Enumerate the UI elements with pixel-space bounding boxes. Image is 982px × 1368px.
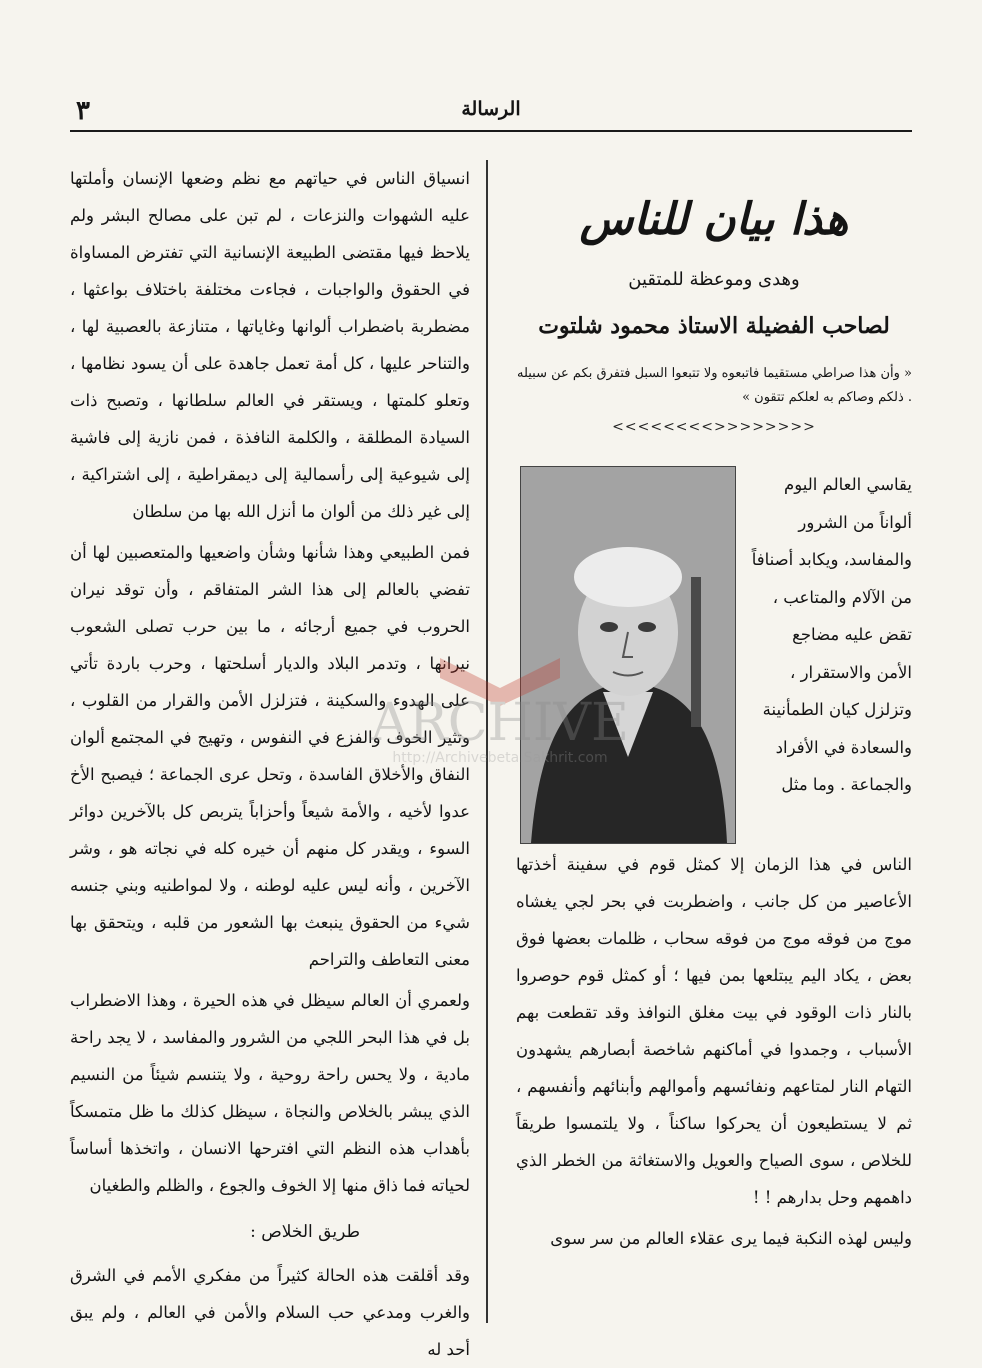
- text-line: والجماعة . وما مثل: [781, 775, 912, 794]
- author-portrait: [520, 466, 736, 844]
- photo-block: [516, 466, 912, 846]
- column-divider: [486, 160, 488, 1323]
- right-column: [516, 160, 912, 1323]
- left-column: [70, 160, 470, 1359]
- article-author: لصاحب الفضيلة الاستاذ محمود شلتوت: [538, 313, 890, 339]
- paragraph: ولعمري أن العالم سيظل في هذه الحيرة ، وهذا الاضطراب بل في هذا البحر اللجي من الشرور والمفاسد ، لا يجد راحة مادية ، ولا يحس راحة روحية ، ولا يتنسم شيئاً من النسيم الذي يبشر بالخلاص والنجاة ، سيظل كذلك ما ظل متمسكاً بأهداب هذه النظم التي افترحها الانسان ، واتخذها أساساً لحياته فما ذاق منها إلا الخوف والجوع ، والظلم والطغيان: [70, 991, 470, 1195]
- page-header: [70, 98, 912, 132]
- text-line: والمفاسد، ويكابد أصنافاً: [751, 550, 912, 569]
- photo-side-text: [746, 466, 912, 804]
- paragraph: فمن الطبيعي وهذا شأنها وشأن واضعيها والمتعصبين لها أن تفضي بالعالم إلى هذا الشر المتفاقم ، وأن توقد نيران الحروب في جميع أرجائه ، ما بين حرب تصلى الشعوب نيرانها ، وتدمر البلاد والديار أسلحتها ، وحرب باردة تأتي على الهدوء والسكينة ، فتزلزل الأمن والقرار من القلوب ، وتثير الخوف والفزع في النفوس ، وتهيج في المجتمع ألوان النفاق والأخلاق الفاسدة ، وتحل عرى الجماعة ؛ فيصبح الأخ عدوا لأخيه ، والأمة شيعاً وأحزاباً يتربص كل بالآخرين دوائر السوء ، ويقدر كل منهم أن خيره كله في نجاته هو ، وشر الآخرين ، وأنه ليس عليه لوطنه ، ولا لمواطنيه وبني جنسه شيء من الحقوق ينبعث بها الشعور من قلبه ، ويتحقق بها معنى التعاطف والتراحم: [70, 543, 470, 969]
- text-line: والسعادة في الأفراد: [775, 737, 912, 757]
- paragraph: وقد أقلقت هذه الحالة كثيراً من مفكري الأمم في الشرق والغرب ومدعي حب السلام والأمن في العالم ، ولم يبق أحد له: [70, 1266, 470, 1359]
- text-line: تقض عليه مضاجع: [792, 625, 912, 644]
- text-line: الأمن والاستقرار ،: [790, 662, 912, 682]
- text-line: يقاسي العالم اليوم: [784, 475, 912, 494]
- paragraph: انسياق الناس في حياتهم مع نظم وضعها الإنسان وأملتها عليه الشهوات والنزعات ، لم تبن على مصالح البشر ولم يلاحظ فيها مقتضى الطبيعة الإنسانية التي تفترض المساواة في الحقوق والواجبات ، فجاءت مختلفة باختلاف بواعثها ، مضطربة باضطراب ألوانها وغاياتها ، متنازعة بالعصبية لها ، والتناحر عليها ، كل أمة تعمل جاهدة على أن يسود نظامها ، وتعلو كلمتها ، ويستقر في العالم سلطانها ، وتصبح ذات السيادة المطلقة ، والكلمة النافذة ، فمن نازية إلى فاشية إلى شيوعية إلى رأسمالية إلى ديمقراطية ، إلى اشتراكية ، إلى غير ذلك من ألوان ما أنزل الله بها من سلطان: [70, 169, 470, 521]
- page-number: ٣: [76, 96, 90, 126]
- paragraph: الناس في هذا الزمان إلا كمثل قوم في سفينة أخذتها الأعاصير من كل جانب ، واضطربت في بحر لجي يغشاه موج من فوقه موج من فوقه سحاب ، ظلمات بعضها فوق بعض ، يكاد اليم يبتلعها بمن فيها ؛ أو كمثل قوم حوصروا بالنار ذات الوقود في بيت مغلق النوافذ وقد تقطعت بهم الأسباب ، وجمدوا في أماكنهم شاخصة أبصارهم يشهدون التهام النار لمتاعهم ونفائسهم وأموالهم وأبنائهم وأنفسهم ، ثم لا يستطيعون أن يحركوا ساكناً ، ولا يلتمسوا طريقاً للخلاص ، سوى الصياح والعويل والاستغاثة من الخطر الذي داهمهم وحل بدارهم ! !: [516, 855, 912, 1207]
- article-subtitle: وهدى وموعظة للمتقين: [628, 269, 800, 290]
- journal-name: الرسالة: [461, 98, 521, 120]
- portrait-illustration: [521, 467, 735, 843]
- section-heading: طريق الخلاص :: [250, 1222, 360, 1242]
- paragraph: وليس لهذه النكبة فيما يرى عقلاء العالم من سر سوى: [550, 1229, 912, 1248]
- text-line: وتزلزل كيان الطمأنينة: [762, 700, 912, 719]
- ornament-divider: <<<<<<<<>>>>>>>>: [612, 419, 816, 435]
- watermark-name: ARCHIVE: [371, 693, 629, 753]
- text-line: ألواناً من الشرور: [798, 512, 912, 532]
- watermark-url: http://Archivebeta.Sakhrit.com: [392, 750, 608, 766]
- article-title: هذا بيان للناس: [579, 194, 849, 245]
- text-line: من الآلام والمتاعب ،: [772, 587, 912, 607]
- quran-quote: « وأن هذا صراطي مستقيما فاتبعوه ولا تتبعوا السبل فتفرق بكم عن سبيله . ذلكم وصاكم به لعلكم تتقون »: [516, 366, 912, 405]
